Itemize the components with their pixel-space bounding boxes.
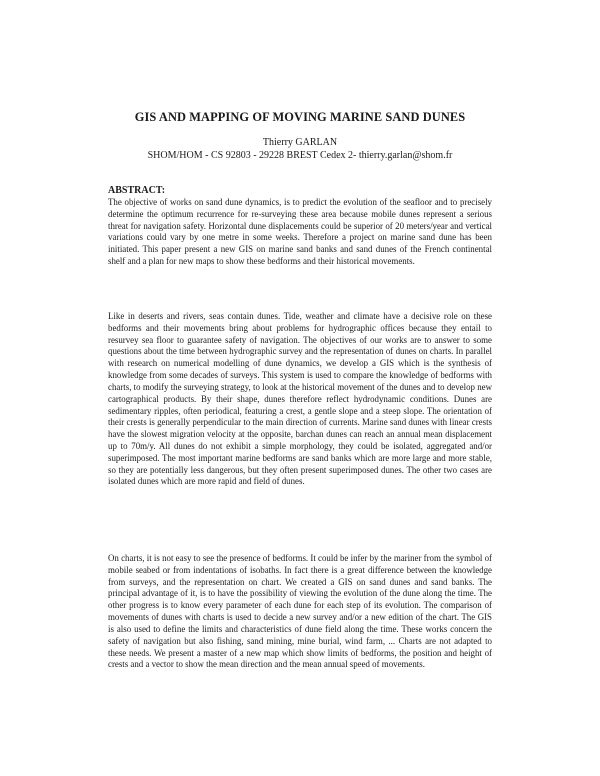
body-paragraph-charts: On charts, it is not easy to see the presence of bedforms. It could be infer by the mariner from the symbol of mobile seabed or from indentations of isobaths. In fact there is a great difference between the knowledge from surveys, and the representation on chart. We created a GIS on sand dunes and sand banks. The principal advantage of it, is to have the possibility of viewing the evolution of the dune along the time. The other progress is to know every parameter of each dune for each step of its evolution. The comparison of movements of dunes with charts is used to decide a new survey and/or a new edition of the chart. The GIS is also used to define the limits and characteristics of dune field along the time. These works concern the safety of navigation but also fishing, sand mining, mine burial, wind farm, ... Charts are not adapted to these needs. We present a master of a new map which show limits of bedforms, the position and height of crests and a vector to show the mean direction and the mean annual speed of movements. xyxy=(108,553,492,670)
author-name: Thierry GARLAN xyxy=(262,137,338,148)
abstract-paragraph: The objective of works on sand dune dynamics, is to predict the evolution of the seafloor and to precisely determine the optimum recurrence for re-surveying these area because mobile dunes represent a serious threat for navigation safety. Horizontal dune displacements could be superior of 20 meters/year and vertical variations could vary by one metre in some weeks. Therefore a project on marine sand dune has been initiated. This paper present a new GIS on marine sand banks and sand dunes of the French continental shelf and a plan for new maps to show these bedforms and their historical movements. xyxy=(108,197,492,267)
body-paragraph-dunes: Like in deserts and rivers, seas contain dunes. Tide, weather and climate have a decisive role on these bedforms and their movements bring about problems for hydrographic offices because they entail to resurvey sea floor to guarantee safety of navigation. The objectives of our works are to answer to some questions about the time between hydrographic survey and the representation of dunes on charts. In parallel with research on numerical modelling of dune dynamics, we develop a GIS which is the synthesis of knowledge from some decades of surveys. This system is used to compare the knowledge of bedforms with charts, to modify the surveying strategy, to look at the historical movement of the dunes and to develop new cartographical products. By their shape, dunes therefore reflect hydrodynamic conditions. Dunes are sedimentary ripples, often periodical, featuring a crest, a gentle slope and a steep slope. The orientation of their crests is generally perpendicular to the main direction of currents. Marine sand dunes with linear crests have the slowest migration velocity at the opposite, barchan dunes can reach an annual mean displacement up to 70m/y. All dunes do not exhibit a simple morphology, they could be isolated, aggregated and/or superimposed. The most important marine bedforms are sand banks which are more large and more stable, so they are potentially less dangerous, but they often present superimposed dunes. The other two cases are isolated dunes which are more rapid and field of dunes. xyxy=(108,311,492,487)
author-affiliation: SHOM/HOM - CS 92803 - 29228 BREST Cedex 2- thierry.garlan@shom.fr xyxy=(147,150,453,161)
abstract-heading: ABSTRACT: xyxy=(108,185,166,196)
paper-title: GIS AND MAPPING OF MOVING MARINE SAND DUNES xyxy=(134,110,466,124)
